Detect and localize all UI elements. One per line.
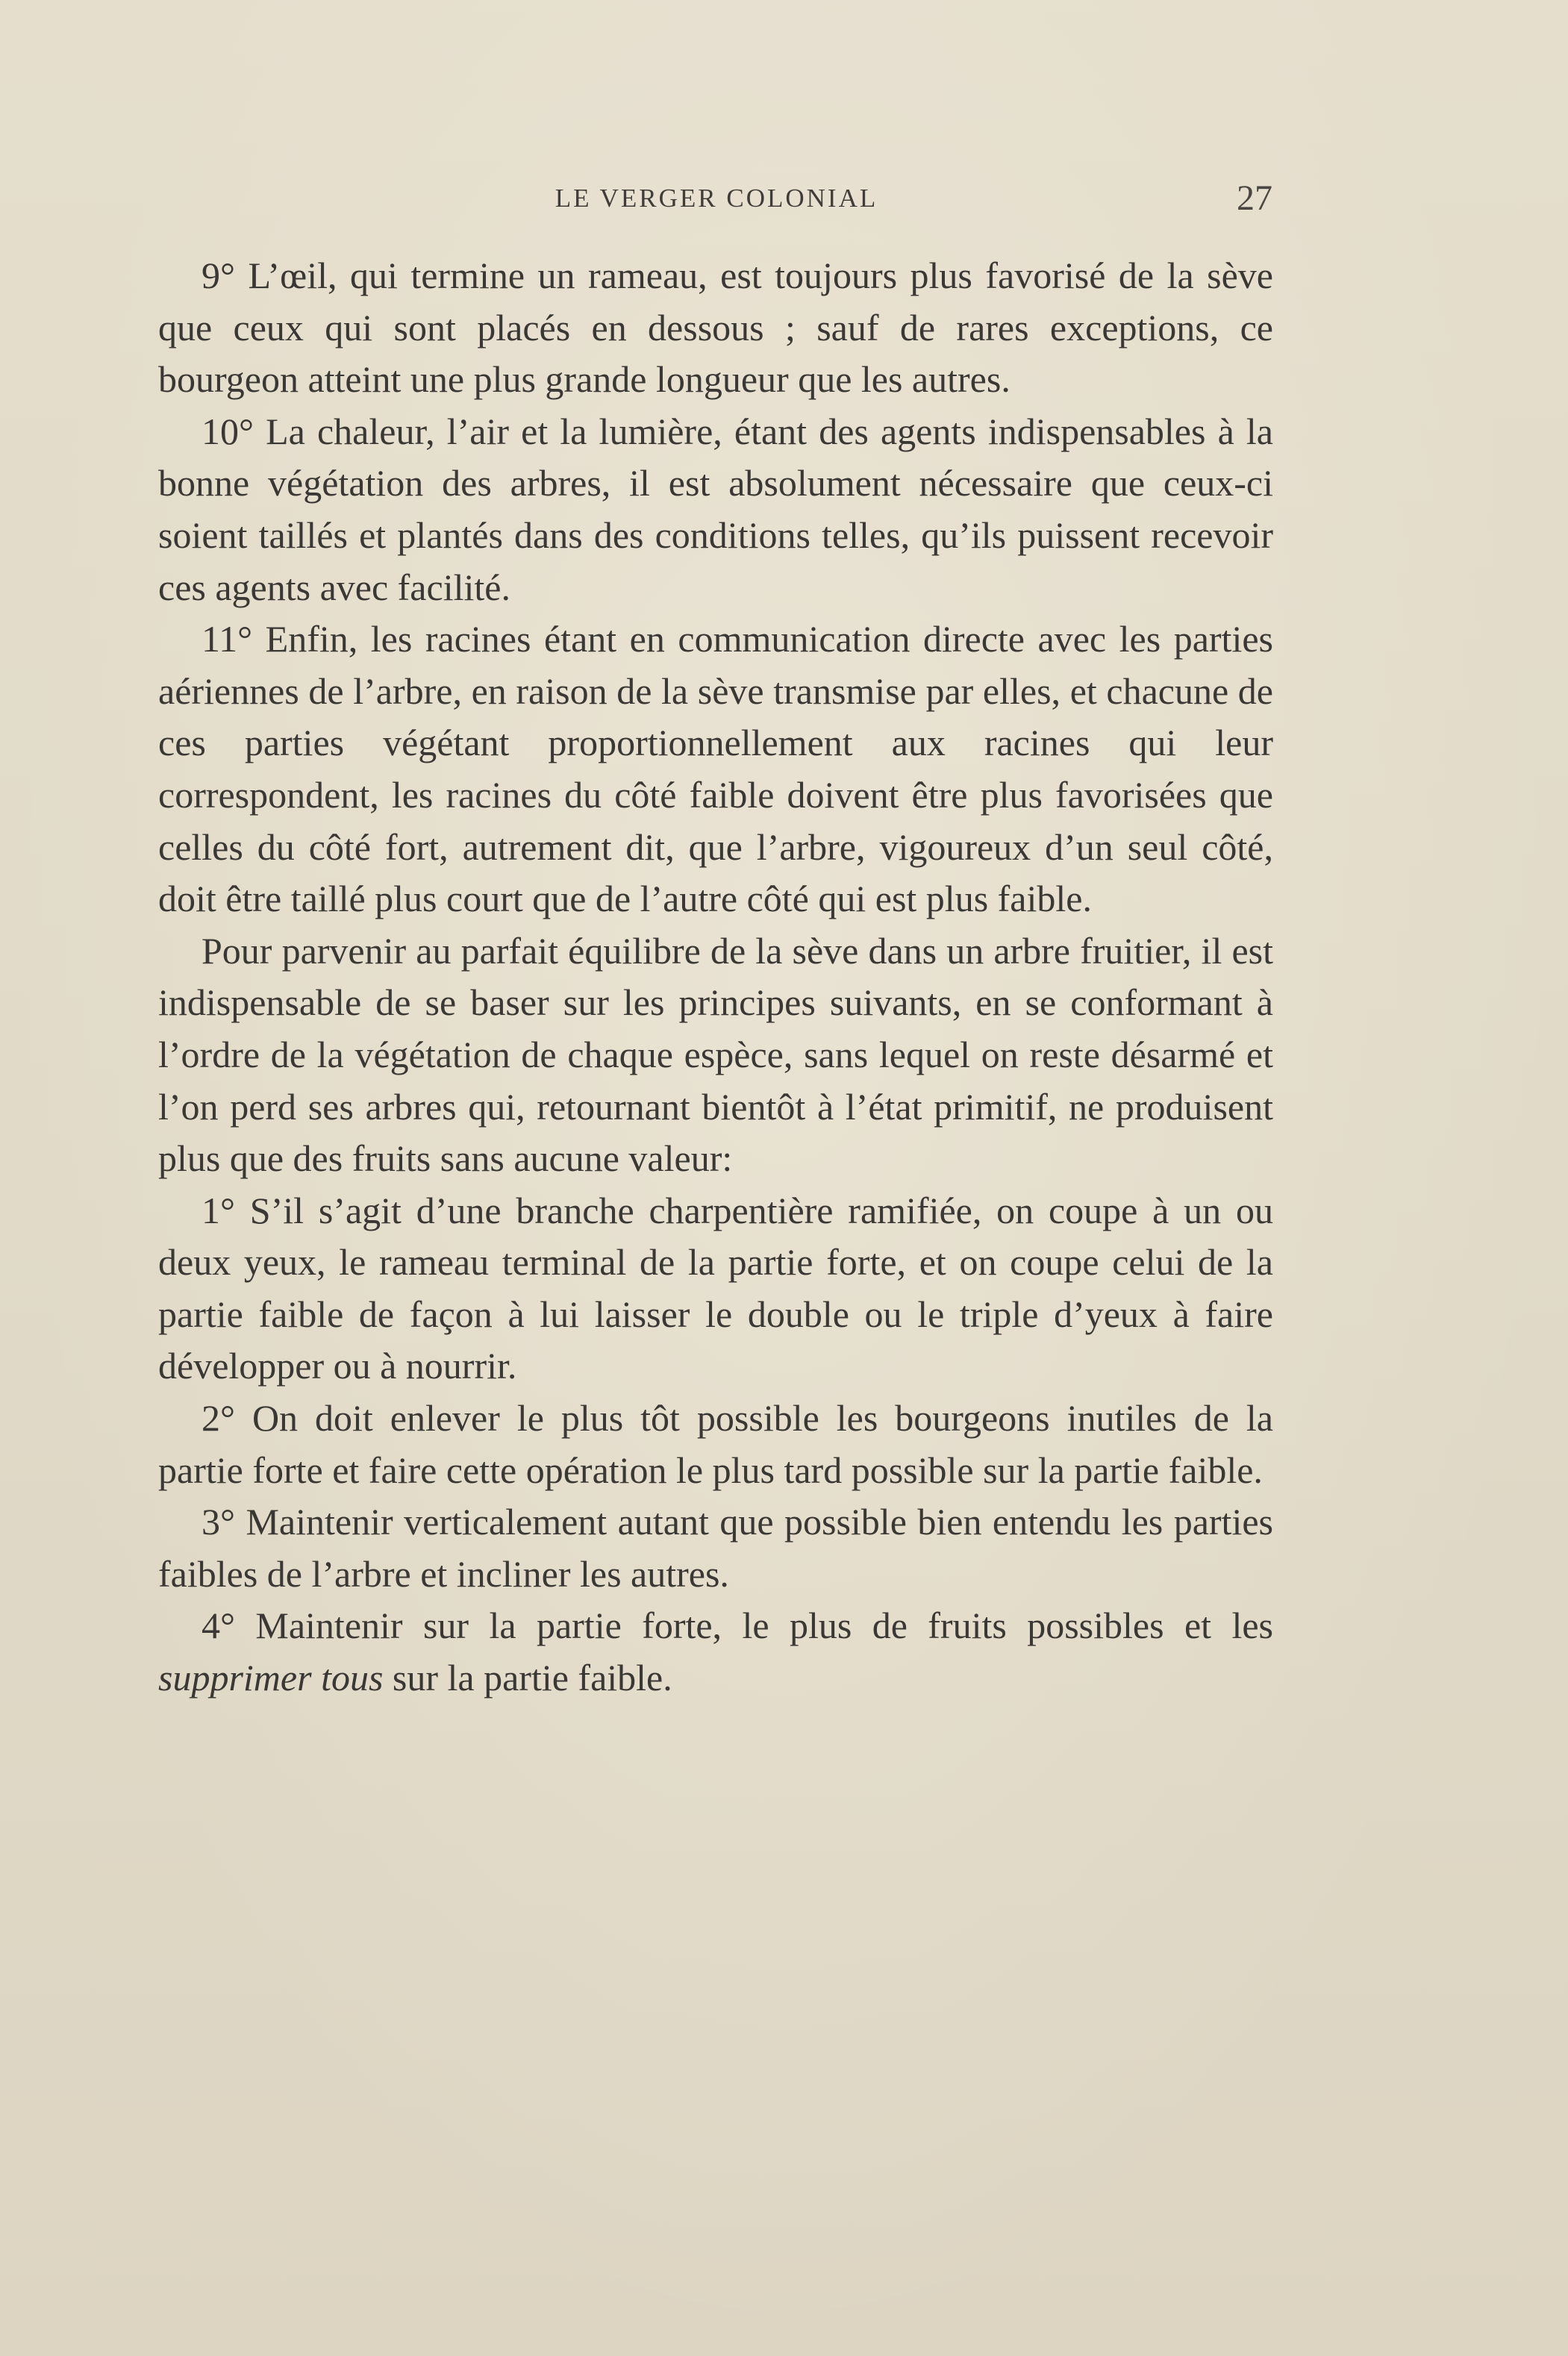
paragraph-rule-10: 10° La chaleur, l’air et la lumière, étant des agents indispensables à la bonne végétation des arbres, il est absolument nécessaire que ceux-ci soient taillés et plantés dans des conditions telles, qu’ils puissent recevoir ces agents avec facilité. — [158, 410, 1273, 608]
running-title: LE VERGER COLONIAL — [555, 184, 878, 213]
body-text — [158, 250, 1273, 1704]
page-number: 27 — [1237, 178, 1272, 218]
paragraph-rule-11: 11° Enfin, les racines étant en communication directe avec les parties aériennes de l’arbre, en raison de la sève transmise par elles, et chacune de ces parties végétant proportionnellement aux racines qui leur correspondent, les racines du côté faible doivent être plus favorisées que celles du côté fort, autrement dit, que l’arbre, vigoureux d’un seul côté, doit être taillé plus court que de l’autre côté qui est plus faible. — [158, 618, 1273, 920]
paragraph-rule-9: 9° L’œil, qui termine un rameau, est toujours plus favorisé de la sève que ceux qui sont placés en dessous ; sauf de rares exceptions, ce bourgeon atteint une plus grande longueur que les autres. — [158, 254, 1273, 401]
principle-4-italic-text: supprimer tous — [158, 1657, 384, 1699]
principle-4-text-start: 4° Maintenir sur la partie forte, le plus de fruits possibles et les — [202, 1604, 1273, 1647]
paragraph-intro-principles: Pour parvenir au parfait équilibre de la sève dans un arbre fruitier, il est indispensable de se baser sur les principes suivants, en se conformant à l’ordre de la végétation de chaque espèce, sans lequel on reste désarmé et l’on perd ses arbres qui, retournant bientôt à l’état primitif, ne produisent plus que des fruits sans aucune valeur: — [158, 929, 1273, 1180]
paragraph-principle-1: 1° S’il s’agit d’une branche charpentière ramifiée, on coupe à un ou deux yeux, le rameau terminal de la partie forte, et on coupe celui de la partie faible de façon à lui laisser le double ou le triple d’yeux à faire développer ou à nourrir. — [158, 1189, 1273, 1387]
paragraph-principle-2: 2° On doit enlever le plus tôt possible les bourgeons inutiles de la partie forte et faire cette opération le plus tard possible sur la partie faible. — [158, 1397, 1273, 1491]
paragraph-principle-4 — [158, 1600, 1273, 1704]
principle-4-text-end: sur la partie faible. — [383, 1657, 672, 1699]
paragraph-principle-3: 3° Maintenir verticalement autant que possible bien entendu les parties faibles de l’arbre et incliner les autres. — [158, 1501, 1273, 1595]
running-head — [160, 178, 1272, 222]
